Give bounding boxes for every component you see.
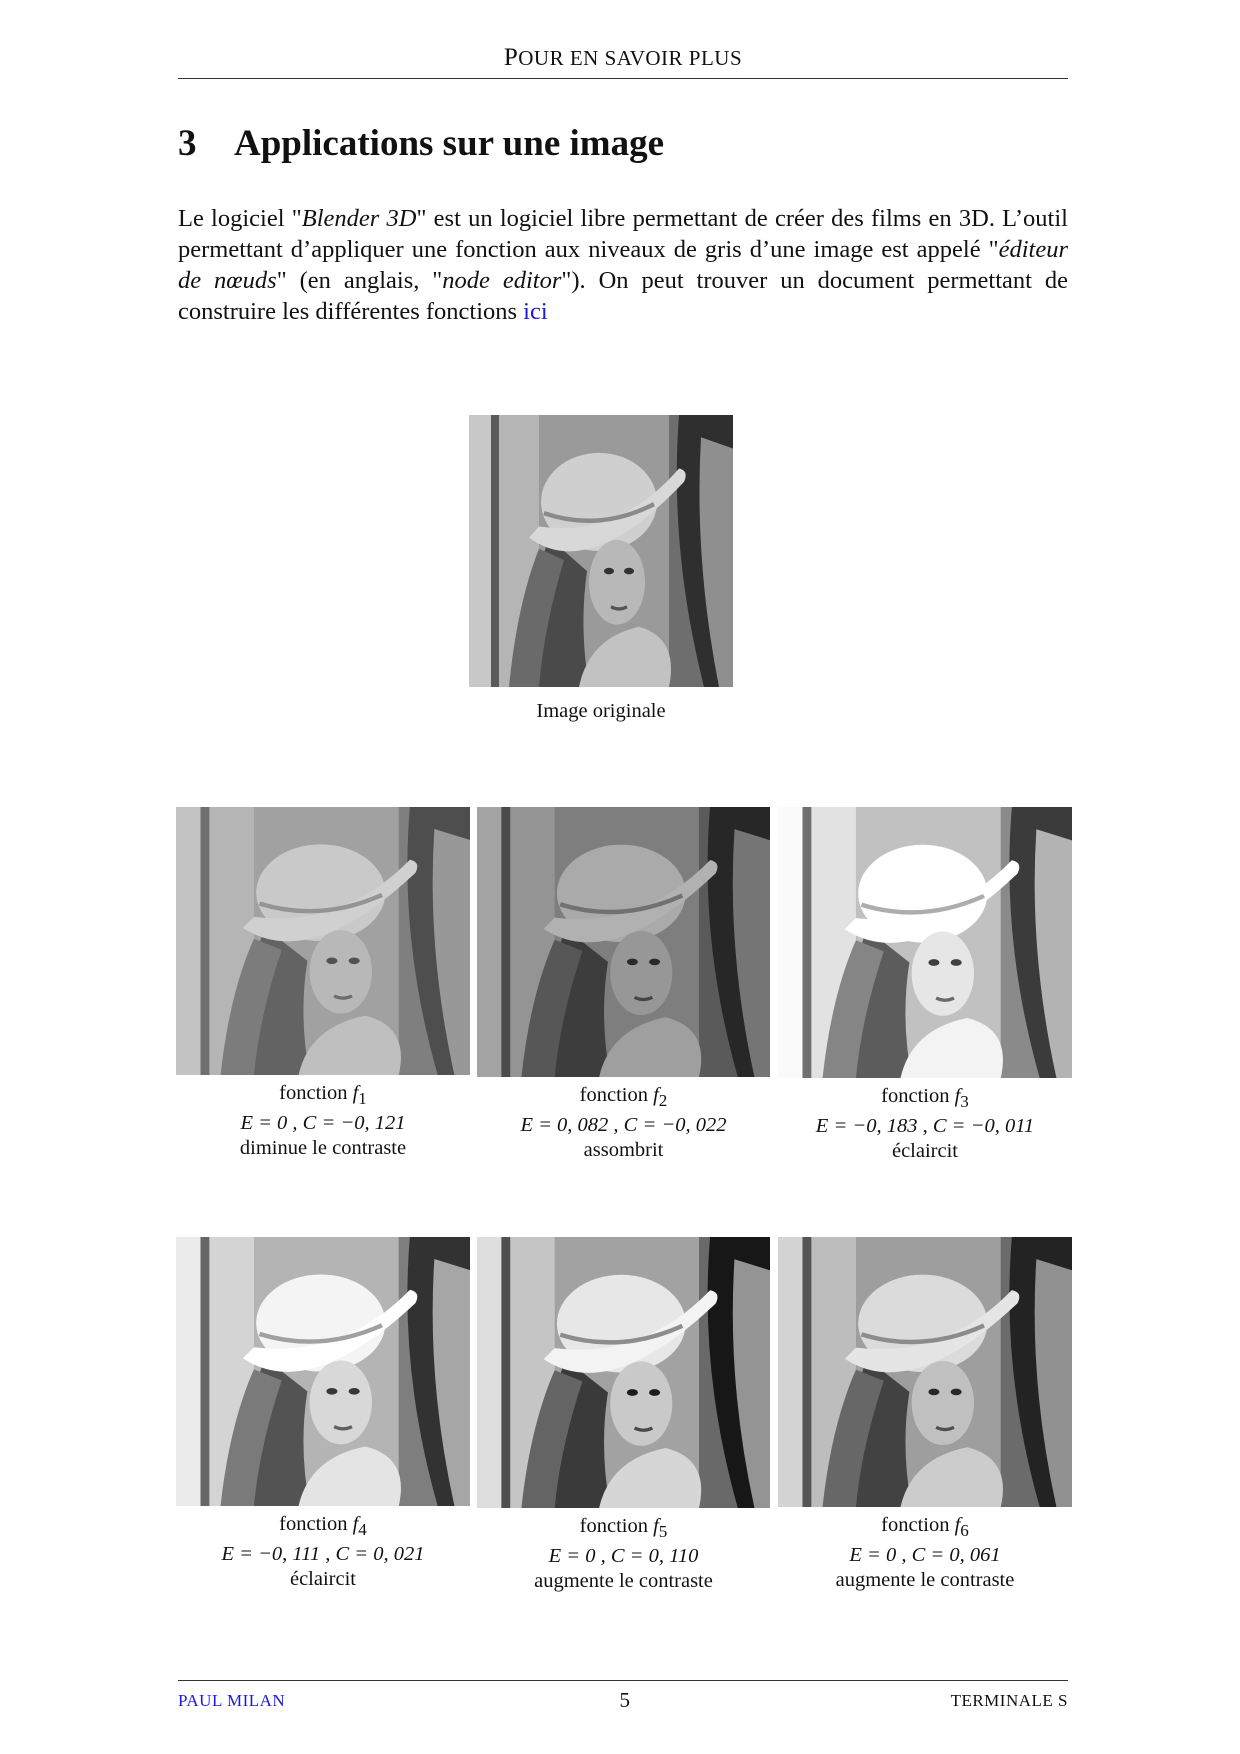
header-text: OUR EN SAVOIR PLUS [518,46,743,70]
caption-f1-fname: f [352,1082,359,1104]
caption-f1-label: fonction [279,1082,353,1104]
caption-f4-label: fonction [279,1513,353,1535]
caption-f5-sub: 5 [658,1522,668,1542]
image-f1 [176,807,470,1075]
caption-f3 [778,1084,1072,1164]
caption-f1-sub: 1 [358,1089,367,1109]
caption-f4-equation: E = −0, 111 , C = 0, 021 [221,1543,425,1566]
page-number: 5 [619,1688,631,1712]
image-f5 [477,1237,770,1508]
intro-text-7: "). On peut trouver un document permettant de construire les différentes fonctions [178,267,1069,325]
intro-tool-name-fr: éditeur de nœuds [178,236,1068,294]
image-f6 [778,1237,1072,1507]
caption-f5 [477,1514,770,1594]
caption-f1-equation: E = 0 , C = −0, 121 [240,1112,406,1135]
caption-f4-sub: 4 [358,1520,367,1540]
caption-f3-fname: f [954,1085,961,1107]
caption-f2-description: assombrit [583,1139,664,1162]
caption-f3-description: éclaircit [891,1140,958,1163]
caption-f5-fname: f [653,1515,659,1537]
image-f3 [778,807,1072,1078]
caption-f6-equation: E = 0 , C = 0, 061 [849,1544,1001,1567]
intro-tool-name-en: node editor [442,267,562,294]
caption-f2 [477,1083,770,1163]
intro-text-1: Le logiciel " [178,205,302,232]
caption-f3-sub: 3 [960,1092,969,1112]
intro-software-name: Blender 3D [301,205,417,232]
intro-link[interactable]: ici [523,298,548,325]
caption-f5-description: augmente le contraste [534,1570,713,1593]
header-initial: P [503,44,519,71]
caption-f1-description: diminue le contraste [239,1137,407,1160]
caption-f2-label: fonction [579,1084,654,1106]
section-title-text: Applications sur une image [234,123,665,164]
intro-paragraph [178,203,1068,327]
original-image-caption: Image originale [536,700,666,722]
section-number: 3 [178,123,197,164]
intro-text-5: " (en anglais, " [276,267,443,294]
footer-author[interactable]: PAUL MILAN [178,1691,286,1710]
caption-f2-fname: f [653,1084,659,1106]
caption-f5-label: fonction [579,1515,654,1537]
caption-f2-sub: 2 [658,1091,668,1111]
caption-f2-equation: E = 0, 082 , C = −0, 022 [520,1114,727,1137]
caption-f3-label: fonction [881,1085,955,1107]
caption-f6-fname: f [954,1514,961,1536]
footer-level: TERMINALE S [950,1691,1068,1710]
caption-f4 [176,1512,470,1592]
footer-rule [178,1680,1068,1681]
caption-f6 [778,1513,1072,1593]
section-title [178,122,664,165]
caption-f4-description: éclaircit [289,1568,356,1591]
image-f4 [176,1237,470,1506]
caption-f4-fname: f [352,1513,359,1535]
running-header [178,44,1068,79]
original-image [469,415,733,687]
image-f2 [477,807,770,1077]
caption-f3-equation: E = −0, 183 , C = −0, 011 [815,1115,1035,1138]
intro-text-3: " est un logiciel libre permettant de créer des films en 3D. L’outil permettant d’appliquer une fonction aux niveaux de gris d’une image est appelé " [178,205,1068,263]
caption-f6-description: augmente le contraste [835,1569,1015,1592]
caption-f6-label: fonction [881,1514,955,1536]
caption-f5-equation: E = 0 , C = 0, 110 [548,1545,699,1568]
caption-f6-sub: 6 [960,1521,969,1541]
caption-f1 [176,1081,470,1161]
